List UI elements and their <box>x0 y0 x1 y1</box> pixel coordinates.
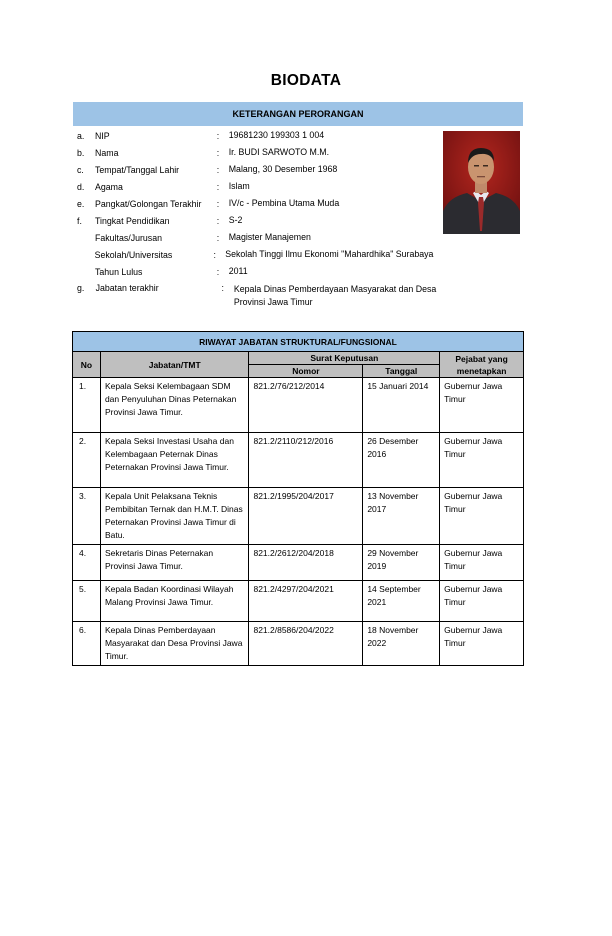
cell-jabatan: Kepala Dinas Pemberdayaan Masyarakat dan Desa Provinsi Jawa Timur. <box>100 622 249 666</box>
cell-tanggal: 26 Desember 2016 <box>363 433 440 488</box>
bio-label: Pangkat/Golongan Terakhir <box>95 198 202 209</box>
bio-row-pangkat <box>73 195 443 212</box>
bio-colon: : <box>213 249 216 260</box>
section-header-riwayat: RIWAYAT JABATAN STRUKTURAL/FUNGSIONAL <box>73 332 524 352</box>
bio-letter: g. <box>77 283 85 293</box>
bio-letter: d. <box>77 181 85 192</box>
col-header-jabatan: Jabatan/TMT <box>100 352 249 378</box>
cell-nomor: 821.2/1995/204/2017 <box>249 488 363 545</box>
cell-jabatan: Kepala Seksi Kelembagaan SDM dan Penyuluhan Dinas Peternakan Provinsi Jawa Timur. <box>100 378 249 433</box>
bio-colon: : <box>216 147 220 158</box>
table-row <box>73 378 524 433</box>
bio-colon: : <box>216 181 220 192</box>
document-title: BIODATA <box>270 72 342 89</box>
section-header-keterangan: KETERANGAN PERORANGAN <box>73 102 523 126</box>
cell-nomor: 821.2/4297/204/2021 <box>249 581 363 622</box>
col-header-pejabat: Pejabat yang menetapkan <box>440 352 524 378</box>
cell-nomor: 821.2/8586/204/2022 <box>249 622 363 666</box>
table-row <box>73 488 524 545</box>
cell-nomor: 821.2/76/212/2014 <box>249 378 363 433</box>
bio-row-fakultas <box>73 229 443 246</box>
cell-no: 2. <box>73 433 101 488</box>
cell-pejabat: Gubernur Jawa Timur <box>440 378 524 433</box>
cell-jabatan: Kepala Seksi Investasi Usaha dan Kelembagaan Peternak Dinas Peternakan Provinsi Jawa Timur. <box>100 433 249 488</box>
table-row <box>73 622 524 666</box>
cell-pejabat: Gubernur Jawa Timur <box>440 433 524 488</box>
cell-pejabat: Gubernur Jawa Timur <box>440 488 524 545</box>
cell-nomor: 821.2/2612/204/2018 <box>249 545 363 581</box>
bio-label: Tempat/Tanggal Lahir <box>95 164 180 175</box>
bio-letter: f. <box>77 215 82 226</box>
bio-label: Jabatan terakhir <box>95 283 159 293</box>
bio-row-nama <box>73 144 443 161</box>
bio-label: Agama <box>95 181 123 192</box>
col-header-nomor: Nomor <box>249 365 363 378</box>
bio-letter: b. <box>77 147 85 158</box>
cell-nomor: 821.2/2110/212/2016 <box>249 433 363 488</box>
bio-label: Tingkat Pendidikan <box>95 215 170 226</box>
cell-jabatan: Kepala Badan Koordinasi Wilayah Malang Provinsi Jawa Timur. <box>100 581 249 622</box>
bio-value: Malang, 30 Desember 1968 <box>228 164 338 174</box>
bio-value: Magister Manajemen <box>228 232 311 242</box>
cell-no: 5. <box>73 581 101 622</box>
bio-label: Nama <box>95 147 119 158</box>
cell-no: 4. <box>73 545 101 581</box>
profile-photo <box>443 131 520 234</box>
riwayat-jabatan-table <box>72 331 524 666</box>
table-row <box>73 433 524 488</box>
cell-pejabat: Gubernur Jawa Timur <box>440 622 524 666</box>
bio-row-ttl <box>73 161 443 178</box>
bio-colon: : <box>216 130 220 141</box>
cell-tanggal: 15 Januari 2014 <box>363 378 440 433</box>
bio-label: NIP <box>95 130 110 141</box>
bio-label: Tahun Lulus <box>95 266 143 277</box>
cell-jabatan: Kepala Unit Pelaksana Teknis Pembibitan Ternak dan H.M.T. Dinas Peternakan Provinsi Jawa Timur di Batu. <box>100 488 249 545</box>
bio-colon: : <box>216 266 220 277</box>
bio-row-nip <box>73 127 443 144</box>
bio-colon: : <box>216 232 220 243</box>
bio-value: Sekolah Tinggi Ilmu Ekonomi "Mahardhika" Surabaya <box>225 249 434 259</box>
cell-pejabat: Gubernur Jawa Timur <box>440 545 524 581</box>
cell-tanggal: 18 November 2022 <box>363 622 440 666</box>
bio-colon: : <box>216 215 220 226</box>
col-header-surat-keputusan: Surat Keputusan <box>249 352 440 365</box>
cell-tanggal: 14 September 2021 <box>363 581 440 622</box>
bio-value: S-2 <box>228 215 243 225</box>
bio-letter: c. <box>77 164 84 175</box>
biodata-list <box>73 127 443 310</box>
cell-no: 1. <box>73 378 101 433</box>
bio-value: Kepala Dinas Pemberdayaan Masyarakat dan Desa Provinsi Jawa Timur <box>233 284 437 307</box>
bio-colon: : <box>221 283 224 293</box>
table-row <box>73 581 524 622</box>
cell-tanggal: 29 November 2019 <box>363 545 440 581</box>
bio-row-agama <box>73 178 443 195</box>
table-row <box>73 545 524 581</box>
bio-label: Fakultas/Jurusan <box>95 232 162 243</box>
bio-letter: a. <box>77 130 85 141</box>
cell-jabatan: Sekretaris Dinas Peternakan Provinsi Jawa Timur. <box>100 545 249 581</box>
bio-letter: e. <box>77 198 85 209</box>
bio-row-jabatan <box>73 280 443 310</box>
bio-value: 19681230 199303 1 004 <box>228 130 325 140</box>
bio-colon: : <box>216 164 220 175</box>
bio-row-sekolah <box>73 246 443 263</box>
bio-row-pendidikan <box>73 212 443 229</box>
cell-no: 3. <box>73 488 101 545</box>
bio-value: Islam <box>228 181 250 191</box>
col-header-tanggal: Tanggal <box>363 365 440 378</box>
bio-value: 2011 <box>228 266 248 276</box>
bio-colon: : <box>216 198 220 209</box>
cell-pejabat: Gubernur Jawa Timur <box>440 581 524 622</box>
bio-row-tahun-lulus <box>73 263 443 280</box>
bio-value: IV/c - Pembina Utama Muda <box>228 198 340 208</box>
bio-label: Sekolah/Universitas <box>94 249 173 260</box>
cell-tanggal: 13 November 2017 <box>363 488 440 545</box>
cell-no: 6. <box>73 622 101 666</box>
col-header-no: No <box>73 352 101 378</box>
bio-value: Ir. BUDI SARWOTO M.M. <box>228 147 330 157</box>
